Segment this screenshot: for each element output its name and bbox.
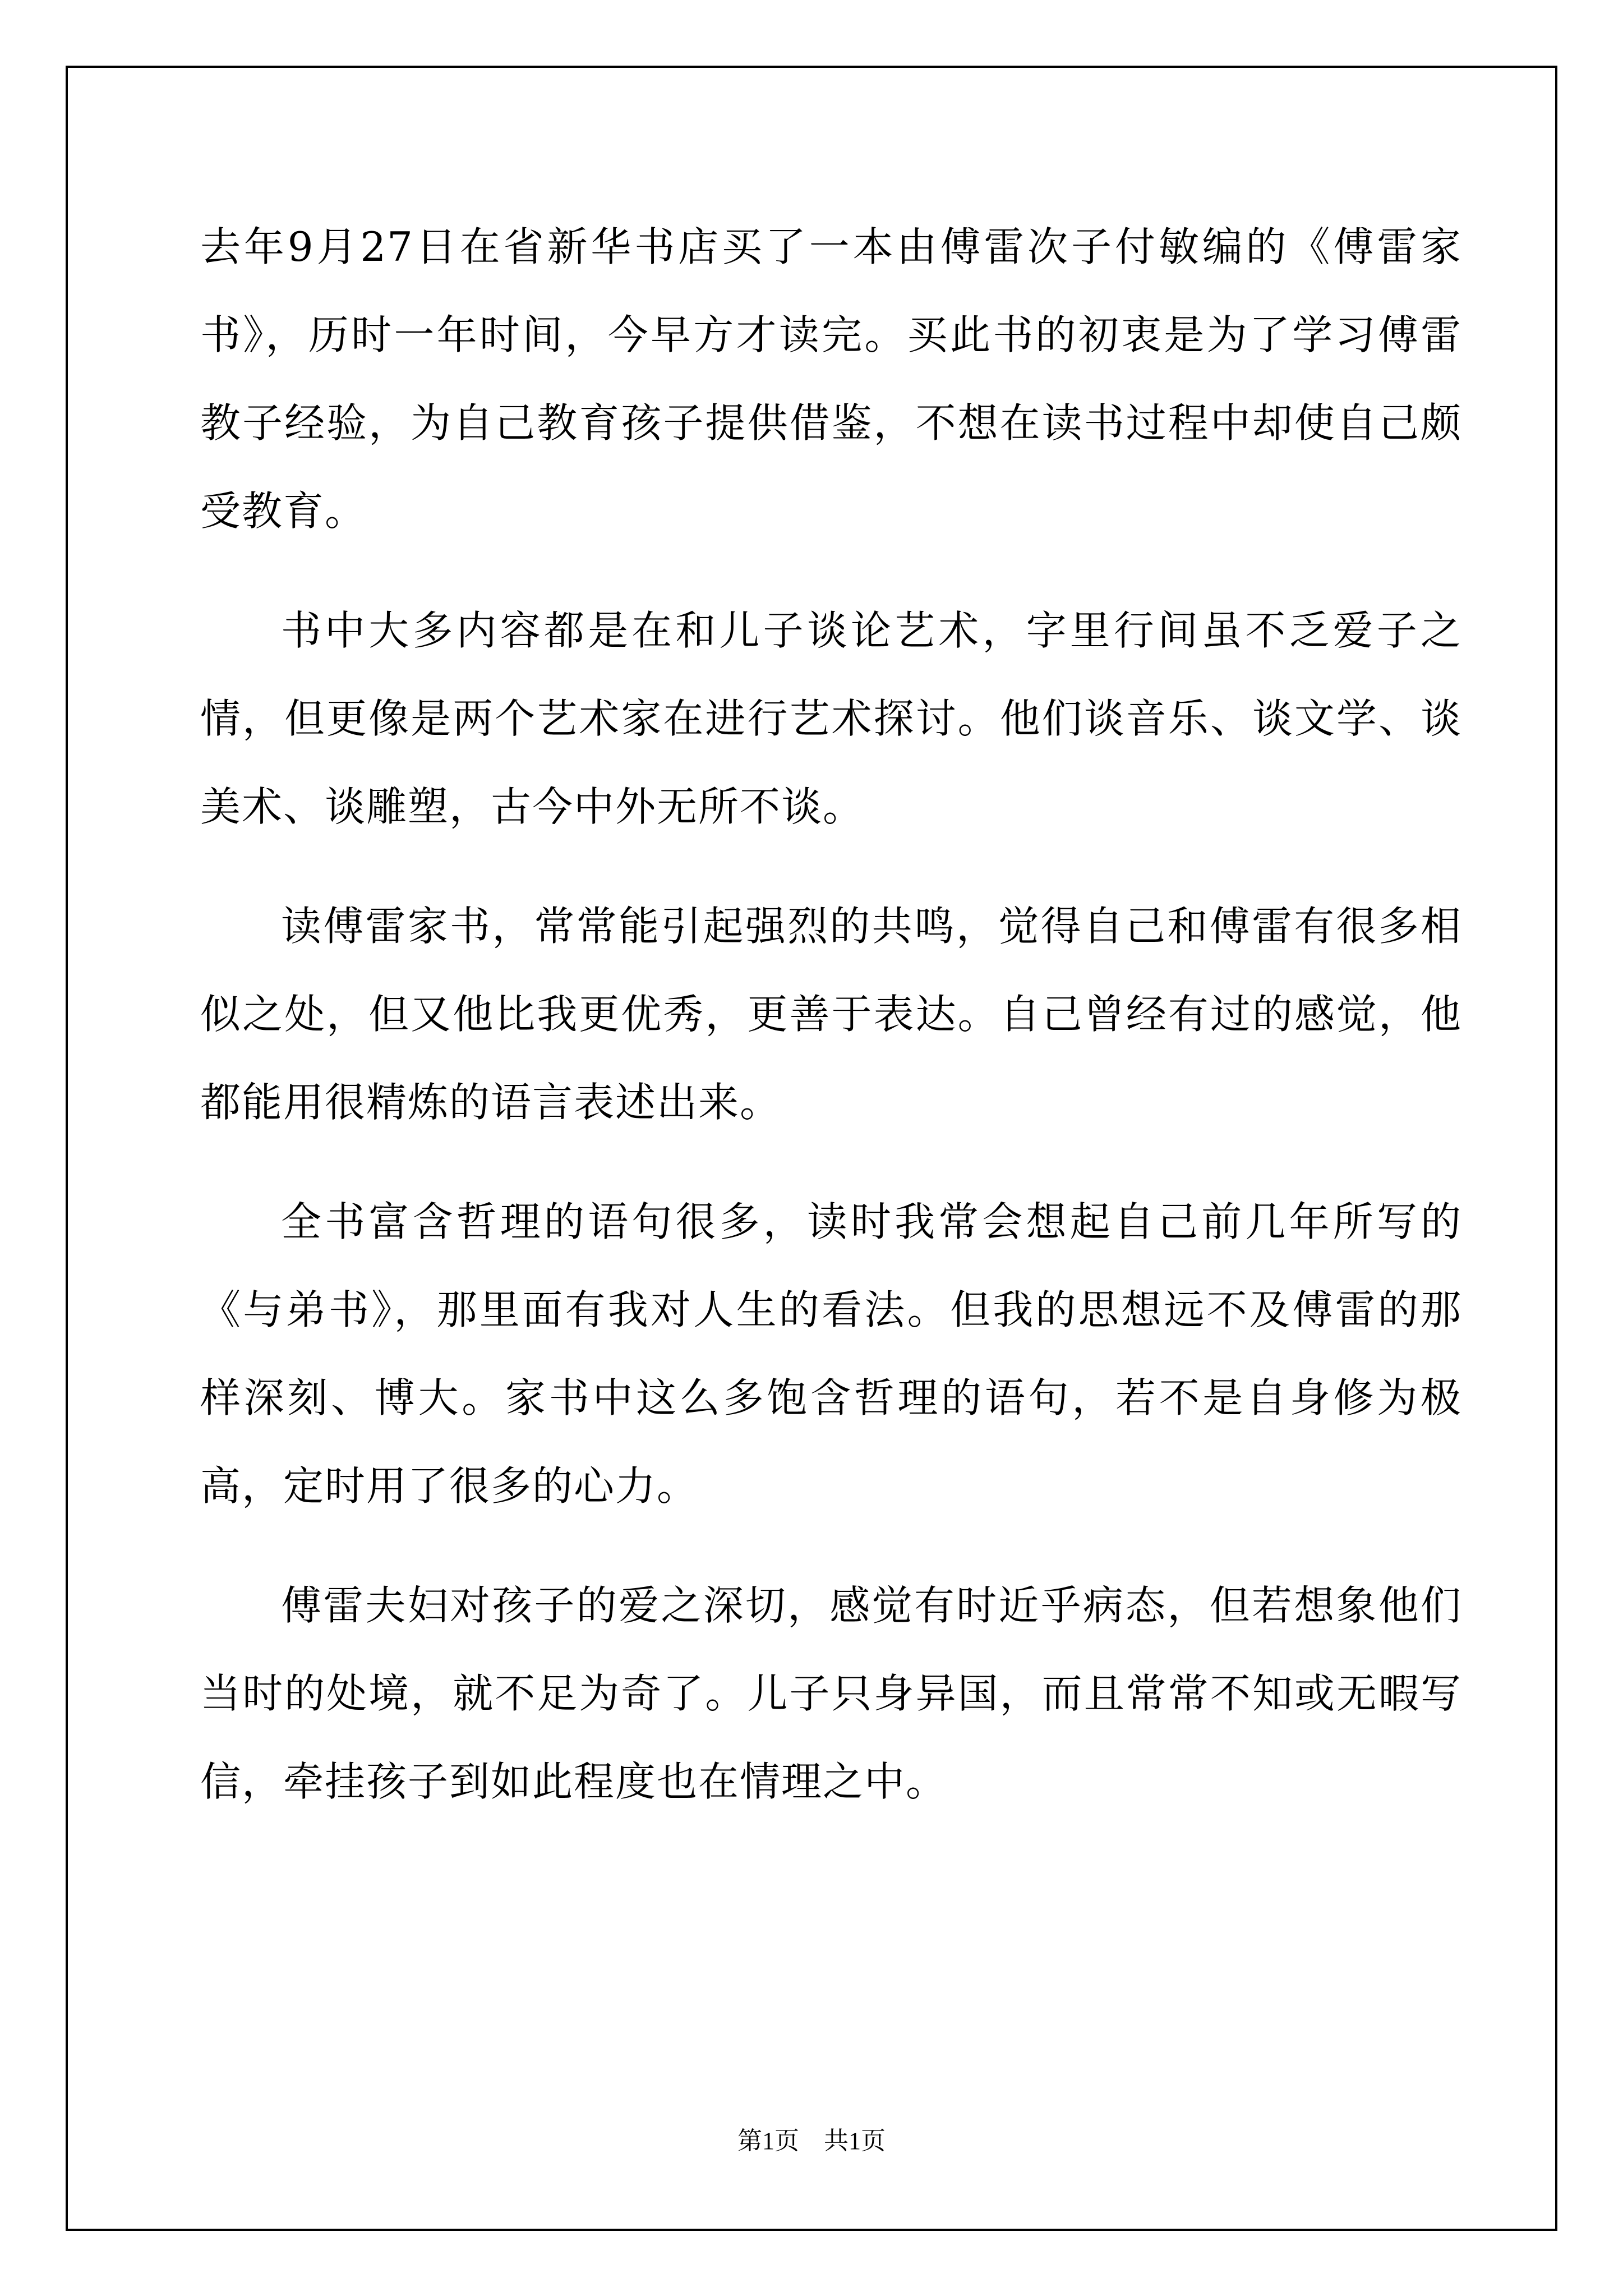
paragraph-3: 读傅雷家书，常常能引起强烈的共鸣，觉得自己和傅雷有很多相似之处，但又他比我更优秀，更善于表达。自己曾经有过的感觉，他都能用很精炼的语言表述出来。 [200, 903, 1462, 1126]
paragraph-1: 去年9月27日在省新华书店买了一本由傅雷次子付敏编的《傅雷家书》，历时一年时间，今早方才读完。买此书的初衷是为了学习傅雷教子经验，为自己教育孩子提供借鉴，不想在读书过程中却使自己颇受教育。 [200, 223, 1462, 535]
page-number-total: 共1页 [824, 2127, 886, 2155]
paragraph-2: 书中大多内容都是在和儿子谈论艺术，字里行间虽不乏爱子之情，但更像是两个艺术家在进行艺术探讨。他们谈音乐、谈文学、谈美术、谈雕塑，古今中外无所不谈。 [200, 607, 1462, 830]
page-number-current: 第1页 [737, 2127, 799, 2155]
paragraph-5: 傅雷夫妇对孩子的爱之深切，感觉有时近乎病态，但若想象他们当时的处境，就不足为奇了。儿子只身异国，而且常常不知或无暇写信，牵挂孩子到如此程度也在情理之中。 [200, 1582, 1462, 1805]
paragraph-4: 全书富含哲理的语句很多，读时我常会想起自己前几年所写的《与弟书》，那里面有我对人生的看法。但我的思想远不及傅雷的那样深刻、博大。家书中这么多饱含哲理的语句，若不是自身修为极高，定时用了很多的心力。 [200, 1198, 1462, 1510]
document-body [200, 203, 1462, 1857]
page-footer [0, 2120, 1623, 2156]
